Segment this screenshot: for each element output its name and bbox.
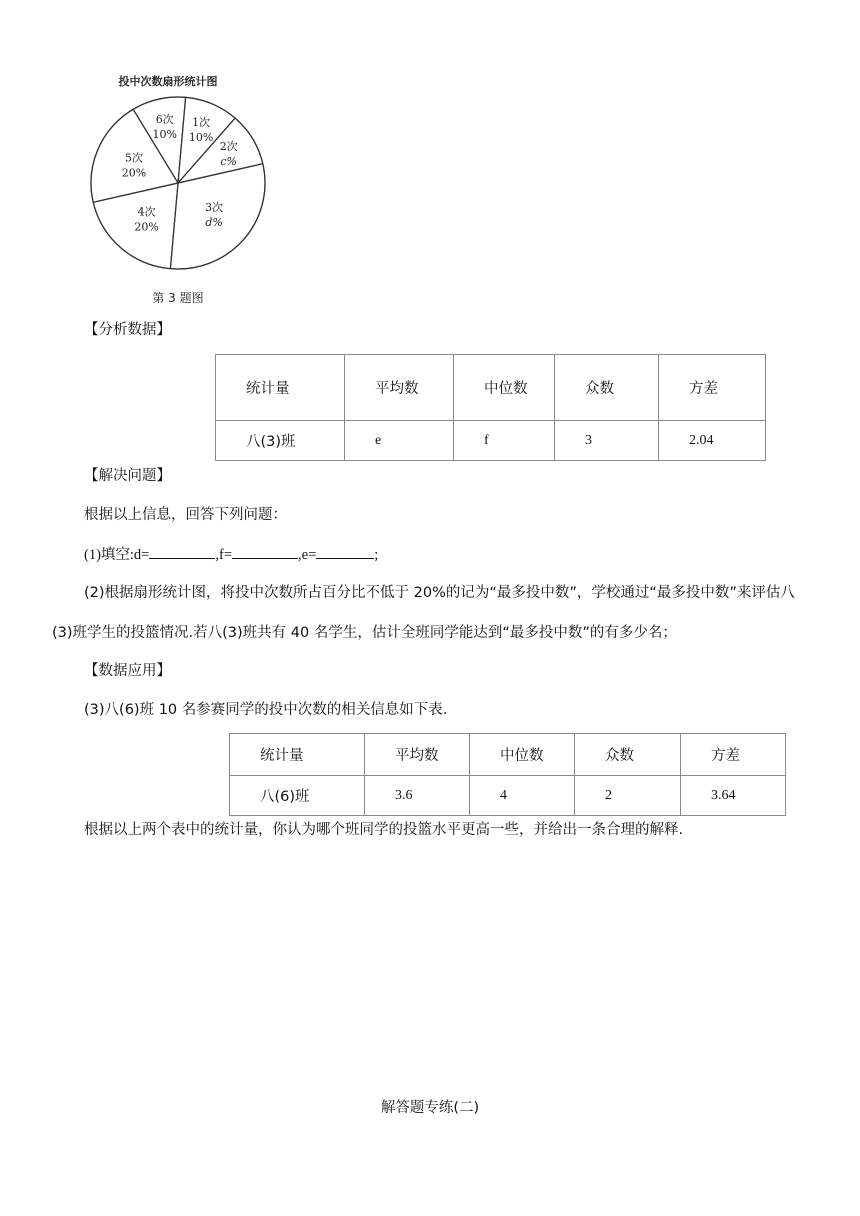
- pie-slice-label: 4次: [137, 205, 156, 219]
- pie-slice-label: 3次: [205, 201, 224, 214]
- table-row: [230, 776, 786, 816]
- page-footer: 解答题专练(二): [380, 1100, 480, 1116]
- table-header-cell: 众数: [575, 734, 681, 776]
- pie-slice-value: d%: [205, 216, 223, 229]
- pie-slice-label: 1次: [192, 116, 211, 130]
- table-header-cell: 统计量: [216, 355, 345, 421]
- table-cell-class: 八(6)班: [230, 776, 365, 816]
- pie-slice-label: 2次: [219, 139, 238, 153]
- table-cell-variance: 3.64: [681, 776, 786, 816]
- table-cell-mode: 2: [575, 776, 681, 816]
- table-header-cell: 平均数: [365, 734, 470, 776]
- table-cell-mode: 3: [555, 421, 659, 461]
- pie-chart-figure: [80, 66, 280, 311]
- blank-e: [316, 545, 374, 559]
- blank-d: [149, 545, 215, 559]
- q1-f-label: ,f=: [215, 547, 233, 563]
- pie-slice-value: 10%: [188, 131, 214, 145]
- table-header-row: [230, 734, 786, 776]
- intro-text: 根据以上信息，回答下列问题：: [84, 507, 287, 523]
- closing-question: 根据以上两个表中的统计量，你认为哪个班同学的投篮水平更高一些，并给出一条合理的解释.: [84, 822, 684, 838]
- table-header-cell: 平均数: [345, 355, 454, 421]
- table-header-row: [216, 355, 766, 421]
- heading-data-application: 【数据应用】: [84, 663, 171, 679]
- question-3: (3)八(6)班 10 名参赛同学的投中次数的相关信息如下表.: [84, 702, 448, 718]
- table-row: [216, 421, 766, 461]
- pie-slice-value: 20%: [121, 166, 147, 180]
- q1-e-label: ,e=: [298, 547, 317, 563]
- table-header-cell: 方差: [681, 734, 786, 776]
- pie-slice-label: 6次: [155, 113, 174, 126]
- table-header-cell: 统计量: [230, 734, 365, 776]
- pie-slice-value: 10%: [152, 128, 177, 141]
- pie-slice-value: 20%: [134, 220, 159, 234]
- table-header-cell: 中位数: [454, 355, 555, 421]
- table-cell-mean: 3.6: [365, 776, 470, 816]
- figure-caption: 第 3 题图: [152, 291, 204, 305]
- question-1: [84, 545, 378, 565]
- chart-title: 投中次数扇形统计图: [118, 75, 218, 88]
- table-cell-median: f: [454, 421, 555, 461]
- stats-table-class-6: [229, 733, 786, 816]
- pie-slice-value: c%: [220, 154, 238, 168]
- table-header-cell: 中位数: [470, 734, 575, 776]
- q1-d-label: (1)填空:d=: [84, 547, 150, 563]
- pie-chart: [80, 66, 280, 311]
- table-cell-mean: e: [345, 421, 454, 461]
- table-cell-median: 4: [470, 776, 575, 816]
- q1-end: ;: [374, 547, 379, 563]
- pie-slice-label: 5次: [125, 151, 143, 165]
- table-cell-class: 八(3)班: [216, 421, 345, 461]
- heading-analyze-data: 【分析数据】: [84, 322, 171, 338]
- question-2-line-2: (3)班学生的投篮情况.若八(3)班共有 40 名学生，估计全班同学能达到“最多投中数”的有多少名；: [52, 625, 677, 641]
- heading-solve-problems: 【解决问题】: [84, 468, 171, 484]
- table-header-cell: 众数: [555, 355, 659, 421]
- question-2-line-1: (2)根据扇形统计图，将投中次数所占百分比不低于 20%的记为“最多投中数”，学校通过“最多投中数”来评估八: [84, 585, 795, 601]
- table-header-cell: 方差: [659, 355, 766, 421]
- blank-f: [232, 545, 298, 559]
- table-cell-variance: 2.04: [659, 421, 766, 461]
- stats-table-class-3: [215, 354, 766, 461]
